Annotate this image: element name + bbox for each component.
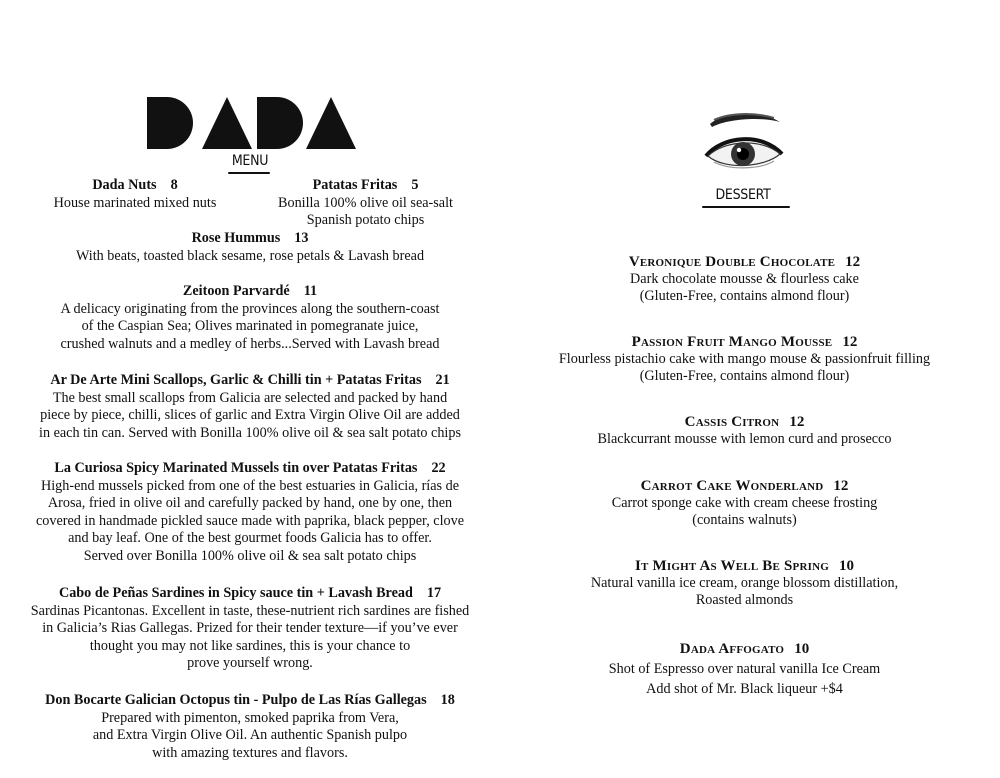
item-desc-line: thought you may not like sardines, this is your chance to — [89, 637, 411, 654]
dessert-name: Cassis Citron — [684, 414, 780, 430]
menu-item — [258, 177, 473, 230]
dessert-item — [492, 414, 997, 448]
dessert-desc-line: (Gluten-Free, contains almond flour) — [639, 287, 850, 304]
menu-item — [5, 692, 495, 762]
menu-underline — [228, 172, 270, 174]
item-price: 21 — [435, 372, 450, 388]
dessert-name: Dada Affogato — [679, 641, 785, 657]
dessert-desc-line: Carrot sponge cake with cream cheese frosting — [611, 494, 878, 511]
item-name: Rose Hummus — [191, 230, 281, 246]
item-name: Zeitoon Parvardé — [182, 283, 290, 299]
item-price: 17 — [426, 585, 442, 601]
dessert-name: Veronique Double Chocolate — [628, 254, 836, 270]
item-desc-line: Sardinas Picantonas. Excellent in taste, these-nutrient rich sardines are fished — [30, 602, 470, 619]
item-desc-line: Served over Bonilla 100% olive oil & sea salt potato chips — [83, 547, 417, 564]
dada-logo-graphic — [147, 97, 357, 149]
dessert-desc-line: Dark chocolate mousse & flourless cake — [630, 270, 859, 287]
dessert-name: Passion Fruit Mango Mousse — [631, 334, 833, 350]
dessert-heading: DESSERT — [715, 187, 771, 203]
dessert-name: It Might As Well Be Spring — [634, 558, 829, 574]
item-desc-line: Bonilla 100% olive oil sea-salt — [278, 194, 453, 211]
item-desc-line: High-end mussels picked from one of the best estuaries in Galicia, rías de — [40, 477, 460, 494]
menu-item — [30, 177, 240, 212]
dada-logo-icon — [147, 97, 357, 149]
dessert-item — [492, 558, 997, 608]
item-name: Cabo de Peñas Sardines in Spicy sauce tin + Lavash Bread — [58, 585, 413, 601]
eye-graphic — [704, 110, 784, 172]
dessert-desc-line: Natural vanilla ice cream, orange blossom distillation, — [590, 574, 899, 591]
item-desc-line: prove yourself wrong. — [187, 655, 313, 672]
dessert-price: 12 — [833, 478, 849, 494]
item-name: La Curiosa Spicy Marinated Mussels tin over Patatas Fritas — [54, 460, 418, 476]
dessert-price: 12 — [842, 334, 858, 350]
menu-item — [10, 230, 490, 265]
item-desc-line: in Galicia’s Rias Gallegas. Prized for their tender texture—if you’ve ever — [42, 620, 458, 637]
menu-item — [5, 585, 495, 673]
item-desc-line: covered in handmade pickled sauce made with paprika, black pepper, clove — [35, 512, 465, 529]
dessert-price: 10 — [794, 641, 810, 657]
menu-item — [5, 460, 495, 566]
item-desc-line: Spanish potato chips — [306, 212, 425, 229]
item-name: Patatas Fritas — [312, 177, 398, 193]
item-desc-line: crushed walnuts and a medley of herbs...Served with Lavash bread — [60, 335, 440, 352]
dessert-desc-line: Roasted almonds — [695, 591, 794, 608]
item-desc-line: and Extra Virgin Olive Oil. An authentic Spanish pulpo — [92, 727, 408, 744]
item-desc-line: House marinated mixed nuts — [53, 194, 217, 211]
dessert-item — [492, 478, 997, 528]
item-desc-line: of the Caspian Sea; Olives marinated in pomegranate juice, — [81, 318, 419, 335]
dessert-desc-line: Shot of Espresso over natural vanilla Ice Cream — [608, 661, 881, 677]
item-name: Dada Nuts — [92, 177, 157, 193]
item-price: 13 — [294, 230, 309, 246]
item-price: 11 — [303, 283, 318, 299]
dessert-name: Carrot Cake Wonderland — [640, 478, 824, 494]
dessert-item — [492, 254, 997, 304]
item-desc-line: Arosa, fried in olive oil and carefully packed by hand, one by one, then — [47, 495, 453, 512]
item-desc-line: piece by piece, chilli, slices of garlic and Extra Virgin Olive Oil are added — [40, 407, 460, 424]
dessert-desc-line: (contains walnuts) — [692, 511, 797, 528]
menu-item — [10, 283, 490, 353]
dessert-price: 12 — [789, 414, 805, 430]
item-desc-line: The best small scallops from Galicia are selected and packed by hand — [52, 389, 448, 406]
item-price: 5 — [411, 177, 419, 193]
item-name: Ar De Arte Mini Scallops, Garlic & Chilli tin + Patatas Fritas — [50, 372, 422, 388]
item-name: Don Bocarte Galician Octopus tin - Pulpo de Las Rías Gallegas — [45, 692, 427, 708]
menu-subtitle: MENU — [231, 153, 269, 169]
item-desc-line: A delicacy originating from the provinces along the southern-coast — [60, 300, 440, 317]
item-price: 8 — [170, 177, 178, 193]
dessert-desc-line: Blackcurrant mousse with lemon curd and prosecco — [597, 430, 892, 447]
item-price: 18 — [440, 692, 455, 708]
dessert-price: 10 — [839, 558, 854, 574]
dessert-item — [492, 639, 997, 699]
dessert-desc-line: Flourless pistachio cake with mango mouse & passionfruit filling — [558, 350, 931, 367]
dessert-item — [492, 334, 997, 384]
item-desc-line: With beats, toasted black sesame, rose petals & Lavash bread — [75, 247, 425, 264]
menu-item — [5, 372, 495, 442]
dessert-desc-line: Add shot of Mr. Black liqueur +$4 — [646, 681, 843, 697]
dessert-underline — [702, 206, 790, 208]
eye-icon — [704, 110, 784, 172]
item-desc-line: in each tin can. Served with Bonilla 100% olive oil & sea salt potato chips — [39, 424, 461, 441]
item-desc-line: and bay leaf. One of the best gourmet foods Galicia has to offer. — [68, 530, 432, 547]
dessert-price: 12 — [845, 254, 861, 270]
dessert-desc-line: (Gluten-Free, contains almond flour) — [639, 367, 850, 384]
item-desc-line: Prepared with pimenton, smoked paprika from Vera, — [101, 709, 399, 726]
item-desc-line: with amazing textures and flavors. — [152, 744, 348, 761]
item-price: 22 — [431, 460, 446, 476]
